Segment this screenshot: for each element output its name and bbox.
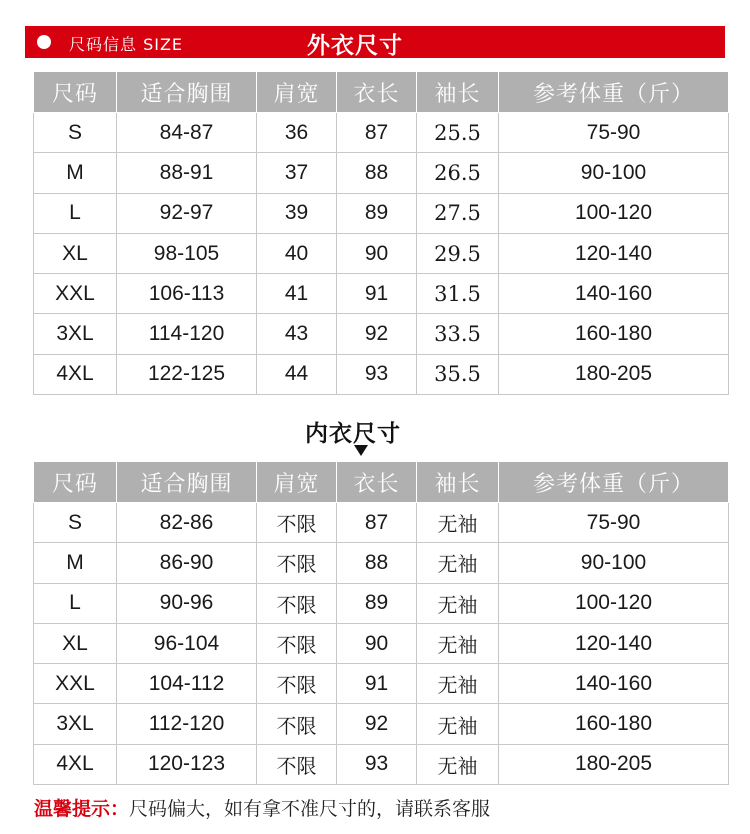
cell-size: 4XL	[34, 744, 117, 784]
cell-sleeve: 无袖	[417, 583, 499, 623]
bullet-dot-icon	[37, 35, 51, 49]
col-header-sleeve: 袖长	[417, 462, 499, 503]
col-header-length: 衣长	[337, 72, 417, 113]
cell-size: XXL	[34, 274, 117, 314]
cell-size: 4XL	[34, 354, 117, 394]
table-row	[34, 664, 729, 704]
col-header-weight: 参考体重（斤）	[499, 72, 729, 113]
cell-size: 3XL	[34, 704, 117, 744]
cell-sleeve: 26.5	[417, 153, 499, 193]
cell-size: 3XL	[34, 314, 117, 354]
cell-sleeve: 25.5	[417, 113, 499, 153]
col-header-shoulder: 肩宽	[257, 72, 337, 113]
cell-shoulder: 不限	[257, 623, 337, 663]
col-header-length: 衣长	[337, 462, 417, 503]
cell-sleeve: 35.5	[417, 354, 499, 394]
cell-weight: 75-90	[499, 113, 729, 153]
cell-shoulder: 不限	[257, 664, 337, 704]
size-info-label: 尺码信息 SIZE	[69, 35, 184, 54]
col-header-size: 尺码	[34, 72, 117, 113]
cell-shoulder: 39	[257, 193, 337, 233]
cell-shoulder: 不限	[257, 583, 337, 623]
cell-shoulder: 40	[257, 233, 337, 273]
cell-weight: 75-90	[499, 503, 729, 543]
cell-shoulder: 37	[257, 153, 337, 193]
cell-chest: 120-123	[117, 744, 257, 784]
table-header-row	[34, 462, 729, 503]
size-tip	[34, 794, 490, 821]
cell-chest: 82-86	[117, 503, 257, 543]
cell-length: 93	[337, 744, 417, 784]
cell-chest: 90-96	[117, 583, 257, 623]
cell-size: M	[34, 543, 117, 583]
cell-chest: 86-90	[117, 543, 257, 583]
cell-length: 87	[337, 113, 417, 153]
cell-weight: 120-140	[499, 623, 729, 663]
cell-size: S	[34, 503, 117, 543]
cell-chest: 104-112	[117, 664, 257, 704]
col-header-chest: 适合胸围	[117, 462, 257, 503]
cell-weight: 180-205	[499, 744, 729, 784]
table-header-row	[34, 72, 729, 113]
cell-sleeve: 无袖	[417, 664, 499, 704]
cell-weight: 180-205	[499, 354, 729, 394]
cell-size: XXL	[34, 664, 117, 704]
table-row	[34, 354, 729, 394]
cell-size: XL	[34, 623, 117, 663]
cell-shoulder: 43	[257, 314, 337, 354]
cell-length: 90	[337, 623, 417, 663]
table-row	[34, 193, 729, 233]
cell-shoulder: 不限	[257, 704, 337, 744]
inner-size-title: 内衣尺寸	[305, 421, 401, 447]
table-row	[34, 503, 729, 543]
cell-length: 91	[337, 274, 417, 314]
col-header-weight: 参考体重（斤）	[499, 462, 729, 503]
tip-label: 温馨提示：	[34, 798, 130, 820]
col-header-sleeve: 袖长	[417, 72, 499, 113]
cell-length: 93	[337, 354, 417, 394]
cell-size: L	[34, 193, 117, 233]
cell-weight: 160-180	[499, 704, 729, 744]
cell-shoulder: 不限	[257, 503, 337, 543]
cell-size: L	[34, 583, 117, 623]
table-row	[34, 113, 729, 153]
cell-chest: 98-105	[117, 233, 257, 273]
cell-weight: 140-160	[499, 664, 729, 704]
cell-shoulder: 不限	[257, 744, 337, 784]
table-row	[34, 623, 729, 663]
cell-shoulder: 36	[257, 113, 337, 153]
table-row	[34, 543, 729, 583]
cell-weight: 100-120	[499, 193, 729, 233]
cell-length: 92	[337, 314, 417, 354]
cell-length: 90	[337, 233, 417, 273]
cell-weight: 90-100	[499, 543, 729, 583]
table-row	[34, 704, 729, 744]
cell-weight: 100-120	[499, 583, 729, 623]
cell-chest: 84-87	[117, 113, 257, 153]
cell-shoulder: 不限	[257, 543, 337, 583]
table-row	[34, 274, 729, 314]
outer-size-table	[33, 71, 729, 395]
size-info-header	[25, 26, 725, 58]
cell-length: 88	[337, 153, 417, 193]
cell-size: M	[34, 153, 117, 193]
tip-text: 尺码偏大，如有拿不准尺寸的，请联系客服	[129, 798, 491, 820]
outer-size-title: 外衣尺寸	[307, 33, 403, 59]
cell-chest: 88-91	[117, 153, 257, 193]
cell-sleeve: 无袖	[417, 623, 499, 663]
table-row	[34, 314, 729, 354]
cell-chest: 114-120	[117, 314, 257, 354]
table-row	[34, 153, 729, 193]
table-row	[34, 583, 729, 623]
cell-sleeve: 33.5	[417, 314, 499, 354]
cell-length: 92	[337, 704, 417, 744]
cell-sleeve: 31.5	[417, 274, 499, 314]
cell-chest: 122-125	[117, 354, 257, 394]
cell-weight: 160-180	[499, 314, 729, 354]
cell-length: 89	[337, 193, 417, 233]
col-header-shoulder: 肩宽	[257, 462, 337, 503]
cell-chest: 96-104	[117, 623, 257, 663]
arrow-down-icon	[354, 445, 368, 456]
cell-sleeve: 无袖	[417, 744, 499, 784]
cell-sleeve: 29.5	[417, 233, 499, 273]
cell-length: 87	[337, 503, 417, 543]
inner-size-table	[33, 461, 729, 785]
cell-sleeve: 27.5	[417, 193, 499, 233]
cell-shoulder: 41	[257, 274, 337, 314]
cell-shoulder: 44	[257, 354, 337, 394]
cell-sleeve: 无袖	[417, 503, 499, 543]
cell-weight: 140-160	[499, 274, 729, 314]
cell-length: 89	[337, 583, 417, 623]
col-header-size: 尺码	[34, 462, 117, 503]
cell-weight: 90-100	[499, 153, 729, 193]
cell-chest: 106-113	[117, 274, 257, 314]
col-header-chest: 适合胸围	[117, 72, 257, 113]
cell-sleeve: 无袖	[417, 543, 499, 583]
cell-sleeve: 无袖	[417, 704, 499, 744]
cell-size: S	[34, 113, 117, 153]
cell-chest: 92-97	[117, 193, 257, 233]
cell-chest: 112-120	[117, 704, 257, 744]
table-row	[34, 233, 729, 273]
cell-weight: 120-140	[499, 233, 729, 273]
cell-size: XL	[34, 233, 117, 273]
cell-length: 91	[337, 664, 417, 704]
table-row	[34, 744, 729, 784]
cell-length: 88	[337, 543, 417, 583]
